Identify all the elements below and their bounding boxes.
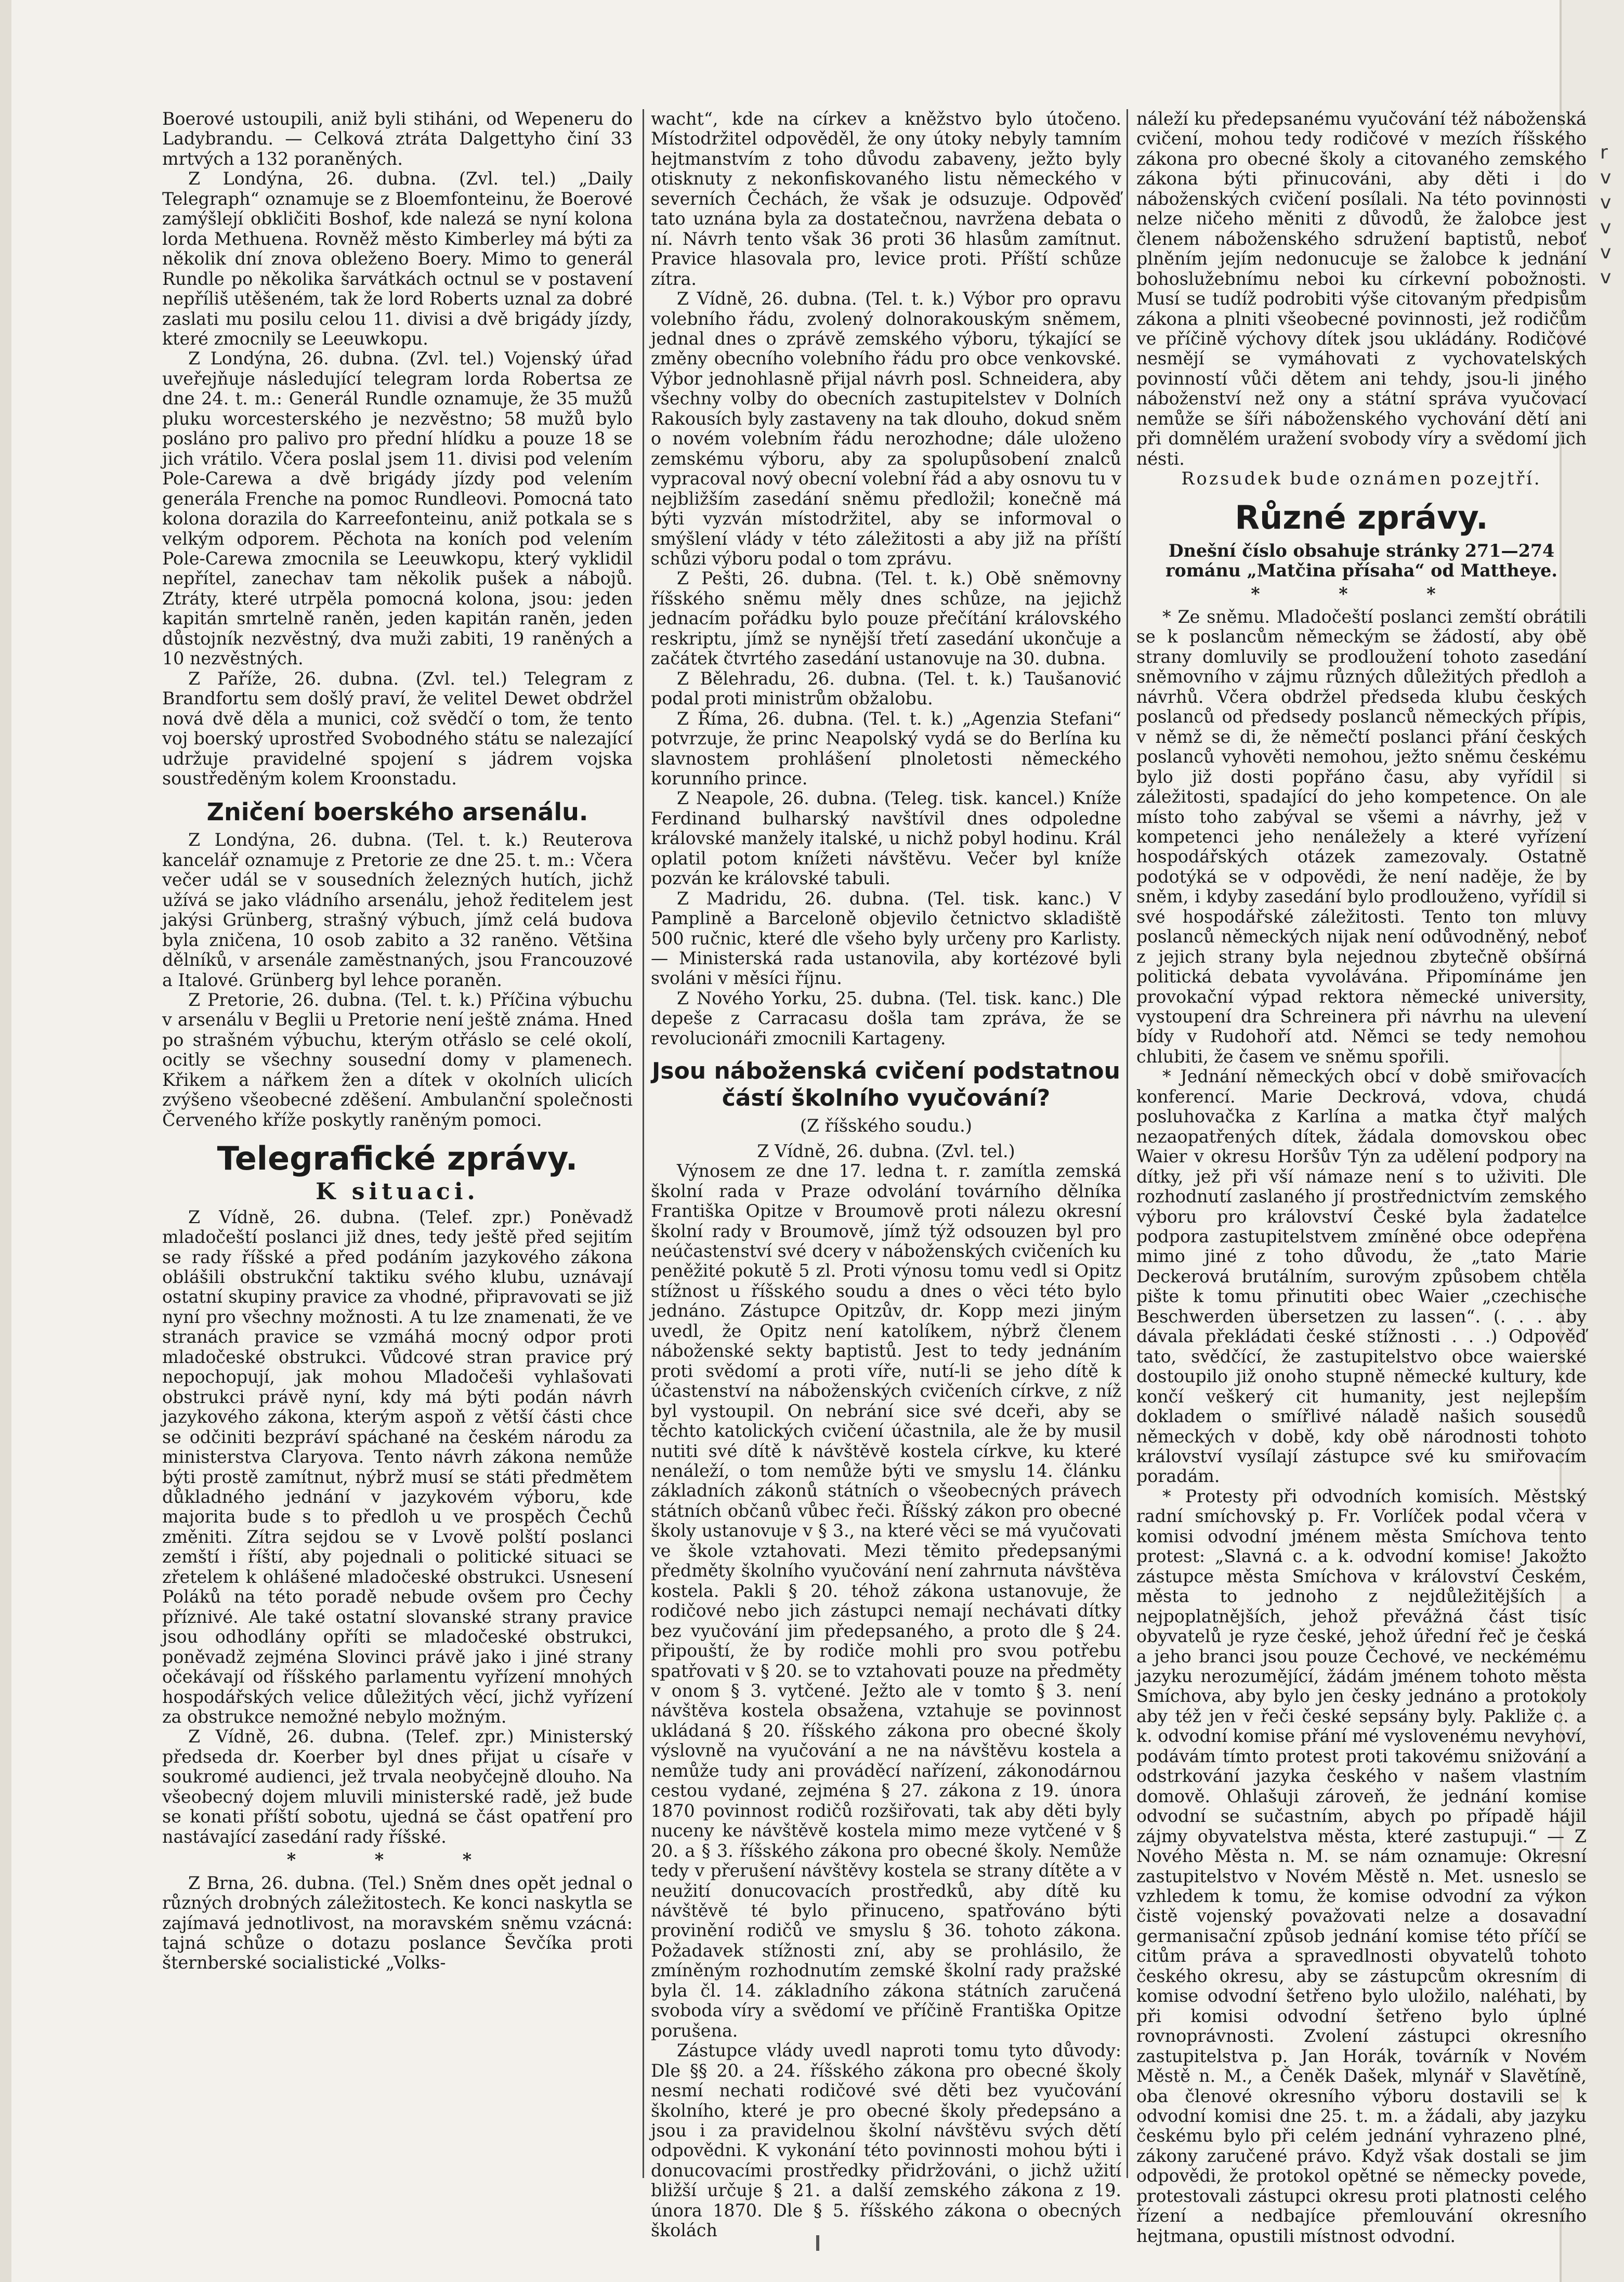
separator-stars: * * *: [286, 1850, 508, 1870]
paragraph: Z Vídně, 26. dubna. (Telef. zpr.) Poněvadž mladočeští poslanci již dnes, tedy ještě před sejitím se rady říšské a před podáním jazykového zákona oblášili obstrukční taktiku svého klubu, uznávají ostatní skupiny pravice za vhodné, připravovati se již nyní pro všechny možnosti. A tu lze znamenati, že ve stranách pravice se vzmáhá mocný odpor proti mladočeské obstrukci. Vůdcové stran pravice prý nepochopují, jak mohou Mladočeši vyhlašovati obstrukci právě nyní, kdy má býti podán návrh jazykového zákona, kterým aspoň z větší části chce se odčiniti bezpráví spáchané na českém národu za ministerstva Claryova. Tento návrh zákona nemůže býti prostě zamítnut, nýbrž musí se státi předmětem důkladného jednání v jazykovém výboru, kde majorita bude s to předloh u ve prospěch Čechů změniti. Zítra sejdou se v Lvově polští poslanci zemští i říští, aby pojednali o politické situaci se zřetelem k ohlášené mladočeské obstrukci. Usnesení Poláků na této poradě nebude ovšem pro Čechy příznivé. Ale také ostatní slovanské strany pravice jsou odhodlány opříti se mladočeské obstrukci, poněvadž zejména Slovinci právě jako i jiné strany očekávají od říšského parlamentu vyřízení mnohých hospodářských velice důležitých věcí, jichž vyřízení za obstrukce nemožné nebylo možným.: [162, 1206, 633, 1727]
print-mark: [816, 2235, 819, 2251]
column-rule: [1127, 109, 1128, 2178]
paragraph: Z Pretorie, 26. dubna. (Tel. t. k.) Příčina výbuchu v arsenálu v Beglii u Pretorie není ještě známa. Hned po strašném výbuchu, kterým otřáslo se celé okolí, ocitly se všechny sousední domy v plamenech. Křikem a nářkem žen a dítek v okolních ulicích zvýšeno všeobecné zděšení. Ambulanční společnosti Červeného kříže poskytly raněným pomoci.: [162, 990, 633, 1130]
paragraph: Z Londýna, 26. dubna. (Zvl. tel.) Vojenský úřad uveřejňuje následující telegram lorda Robertsa ze dne 24. t. m.: Generál Rundle oznamuje, že 35 mužů pluku worcesterského je nezvěstno; 58 mužů bylo posláno pro palivo pro přední hlídku a pouze 18 se jich vrátilo. Včera poslal jsem 11. divisi pod velením Pole-Carewa a dvě brigády jízdy pod velením generála Frenche na pomoc Rundleovi. Pomocná tato kolona dorazila do Karreefonteinu, aniž potkala se s velkým odporem. Pěchota na koních pod velením Pole-Carewa zmocnila se Leeuwkopu, který vyklidil nepřítel, zanechav tam několik pušek a nábojů. Ztráty, které utrpěla pomocná kolona, jsou: jeden kapitán smrtelně raněn, jeden kapitán raněn, jeden důstojník nezvěstný, dva muži zabiti, 19 raněných a 10 nezvěstných.: [162, 348, 633, 669]
section-subheading: K situaci.: [316, 1178, 479, 1205]
column-2: [651, 109, 1121, 2241]
paragraph: Z Londýna, 26. dubna. (Tel. t. k.) Reuterova kancelář oznamuje z Pretorie ze dne 25. t. m.: Včera večer udál se v sousedních železných hutích, jichž užívá se jako vládního arsenálu, jehož ředitelem jest jakýsi Grünberg, strašný výbuch, jímž celá budova byla zničena, 10 osob zabito a 32 raněno. Většina dělníků, v arsenále zaměstnaných, jsou Francouzové a Italové. Grünberg byl lehce poraněn.: [162, 830, 633, 990]
paragraph: Z Vídně, 26. dubna. (Tel. t. k.) Výbor pro opravu volebního řádu, zvolený dolnorakouským sněmem, jednal dnes o zprávě zemského výboru, týkající se změny obecního volebního řádu pro obce venkovské. Výbor jednohlasně přijal návrh posl. Schneidera, aby všechny volby do obecních zastupitelstev v Dolních Rakousích byly zastaveny na tak dlouho, dokud sněm o novém volebním řádu nerozhodne; dále uloženo zemskému výboru, aby za spolupůsobení znalců vypracoval nový obecní volební řád a aby osnovu tu v nejbližším zasedání sněmu předložil; konečně má býti vyzván místodržitel, aby se informoval o smýšlení vlády v této záležitosti a aby již na příští schůzi výboru podal o tom zprávu.: [651, 288, 1121, 569]
paragraph: Z Madridu, 26. dubna. (Tel. tisk. kanc.) V Pamplině a Barceloně objevilo četnictvo skladiště 500 ručnic, které dle všeho byly určeny pro Karlisty. — Ministerská rada ustanovila, aby kortézové byli svoláni v měsíci říjnu.: [651, 888, 1121, 989]
verdict-note: Rozsudek bude oznámen pozejtří.: [1181, 468, 1542, 489]
paragraph: Z Paříže, 26. dubna. (Zvl. tel.) Telegram z Brandfortu sem došlý praví, že velitel Dewet obdržel nová dvě děla a munici, což svědčí o tom, že tento voj boerský uprostřed Svobodného státu se nalezající udržuje pravidelné spojení s jádrem vojska soustředěným kolem Kroonstadu.: [162, 668, 633, 789]
paragraph: * Protesty při odvodních komisích. Městský radní smíchovský p. Fr. Vorlíček podal včera v komisi odvodní jménem města Smíchova tento protest: „Slavná c. a k. odvodní komise! Jakožto zástupce města Smíchova v království Českém, města to jednoho z nejdůležitějších a nejpoplatnějších, jehož převážná část tisíc obyvatelů je ryze české, jehož úřední řeč je česká a jeho branci jsou pouze Čechové, ve neckémému jazyku nerozumějící, žádám jménem tohoto města Smíchova, aby bylo jen česky jednáno a protokoly aby též jen v řeči české sepsány byly. Pakliže c. a k. odvodní komise přání mé vyslovenému nevyhoví, podávám tímto protest proti takovému snižování a odstrkování jazyka českého v našem vlastním domově. Ohlašuji zároveň, že jednání komise odvodní se sučastním, abych po případě hájil zájmy obyvatelstva města, které zastupuji.“ — Z Nového Města n. M. se nám oznamuje: Okresní zastupitelstvo v Novém Městě n. Met. usneslo se vzhledem k tomu, že komise odvodní za výkon čistě vojenský považovati nelze a dosavadní germanisační způsob jednání komise této příčí se citům práva a spravedlnosti obyvatelů tohoto českého okresu, aby se zástupcům okresním di komise odvodní šetřeno bylo uložilo, naléhati, by při komisi odvodní šetřeno bylo úplné rovnoprávnosti. Zvolení zástupci okresního zastupitelstva p. Jan Horák, továrník v Novém Městě n. M., a Čeněk Dašek, mlynář v Slavětíně, oba členové okresního výboru dostavili se k odvodní komisi dne 25. t. m. a žádali, aby jazyku českému bylo při celém jednání vyhrazeno plné, zákony zaručené právo. Když však dostali se jim odpovědi, že protokol opětné se německy povede, protestovali zástupci okresu proti platnosti celého řízení a nedbajíce přemlouvání okresního hejtmana, opustili místnost odvodní.: [1136, 1486, 1587, 2246]
paragraph: Zástupce vlády uvedl naproti tomu tyto důvody: Dle §§ 20. a 24. říšského zákona pro obecné školy nesmí nechati rodičové své děti bez vyučování školního, které je pro obecné školy předepsáno a jsou i za pravidelnou školní návštěvu svých dětí odpovědni. K vykonání této povinnosti mohou býti i donucovacími prostředky přidržováni, o jichž užití bližší určuje § 21. a další zemského zákona z 19. února 1870. Dle § 5. říšského zákona o obecných školách: [651, 2040, 1121, 2241]
section-heading: Telegrafické zprávy.: [217, 1139, 578, 1178]
dateline: Z Vídně, 26. dubna. (Zvl. tel.): [757, 1140, 1015, 1161]
section-heading: Různé zprávy.: [1235, 498, 1488, 536]
paragraph: Z Brna, 26. dubna. (Tel.) Sněm dnes opět jednal o různých drobných záležitostech. Ke konci naskytla se zajímavá jednotlivost, na moravském sněmu vzácná: tajná schůze o dotazu poslance Ševčíka proti šternberské socialistické „Volks-: [162, 1872, 633, 1973]
column-1: [162, 109, 633, 1973]
paragraph: Z Londýna, 26. dubna. (Zvl. tel.) „Daily Telegraph“ oznamuje se z Bloemfonteinu, že Boerové zamýšlejí obkličiti Boshof, kde nalezá se nyní kolona lorda Methuena. Rovněž město Kimberley má býti za několik dní znova obleženo Boery. Mimo to generál Rundle po několika šarvátkách octnul se v postavení nepříliš utěšeném, tak že lord Roberts uznal za dobré zaslati mu posilu celou 11. divisi a dvě brigády jízdy, které zmocnily se Leeuwkopu.: [162, 168, 633, 349]
column-3: [1136, 109, 1587, 2246]
paragraph: Z Neapole, 26. dubna. (Teleg. tisk. kancel.) Kníže Ferdinand bulharský navštívil dnes odpoledne královské manžely italské, u nichž pobyl hodinu. Král oplatil potom knížeti návštěvu. Večer byl kníže pozván ke královské tabuli.: [651, 788, 1121, 889]
separator-stars: * * *: [1251, 583, 1472, 604]
paragraph: Z Bělehradu, 26. dubna. (Tel. t. k.) Taušanović podal proti ministrům obžalobu.: [651, 668, 1121, 709]
paragraph: Boerové ustoupili, aniž byli stiháni, od Wepeneru do Ladybrandu. — Celková ztráta Dalgettyho činí 33 mrtvých a 132 poraněných.: [162, 109, 633, 169]
column-rule: [643, 109, 644, 2178]
paragraph: Z Nového Yorku, 25. dubna. (Tel. tisk. kanc.) Dle depeše z Carracasu došla tam zpráva, že se revolucionáři zmocnili Kartageny.: [651, 988, 1121, 1048]
section-heading: Jsou náboženská cvičení podstatnou částí školního vyučování?: [652, 1058, 1120, 1112]
paragraph: náleží ku předepsanému vyučování též náboženská cvičení, mohou tedy rodičové v mezích říšského zákona pro obecné školy a citovaného zemského zákona býti přinucováni, aby děti i do náboženských cvičení posílali. Na této povinnosti nelze ničeho měniti z důvodů, že žalobce jest členem náboženského sdružení baptistů, neboť plněním jejím nedonucuje se žalobce k jednání bohoslužebnímu neboi ku církevní pobožnosti. Musí se tudíž podrobiti výše citovaným předpisům zákona a plniti všeobecné povinnosti, jež rodičům ve příčině výchovy dítek jsou ukládány. Rodičové nesmějí se vymáhovati z vychovatelských povinností vůči dětem ani tehdy, jsou-li jiného náboženství než ony a státní správa vyučovací nemůže se šíři náboženského vychování dětí ani při domnělém uražení svobody víry a svědomí jich nésti.: [1136, 109, 1587, 469]
section-heading: Zničení boerského arsenálu.: [206, 798, 588, 827]
issue-note: Dnešní číslo obsahuje stránky 271—274 románu „Matčina přísaha“ od Mattheye.: [1165, 540, 1557, 581]
paragraph: * Ze sněmu. Mladočeští poslanci zemští obrátili se k poslancům německým se žádostí, aby obě strany domluvily se prodloužení tohoto zasedání sněmovního v zájmu různých důležitých předloh a návrhů. Včera obdržel předseda klubu českých poslanců od předsedy poslanců německých přípis, v němž se di, že němečtí poslanci přání českých poslanců vyhověti nemohou, ježto sněmu českému bylo již dosti popřáno času, aby vyřídil si záležitosti, spadající do jeho kompetence. On ale místo toho zabýval se všemi a návrhy, jež v kompetenci jeho nenáležely a které vyřízení hospodářských otázek zamezovaly. Ostatně podotýká se v odpovědi, že není naděje, že by sněm, i kdyby zasedání bylo prodlouženo, vyřídil si své hospodářské záležitosti. Tento ton mluvy poslanců německých nijak není odůvodněný, neboť z jejich strany byla nejednou zbytečně obšírná politická debata vyvolávána. Připomínáme jen provokační výpad rektora německé university, vystoupení dra Schreinera při návrhu na ulevení bídy v Rudohoří atd. Němci se tedy nemohou chlubiti, že časem ve sněmu spořili.: [1136, 606, 1587, 1067]
section-subheading: (Z říšského soudu.): [800, 1116, 973, 1137]
paragraph: Výnosem ze dne 17. ledna t. r. zamítla zemská školní rada v Praze odvolání továrního dělníka Františka Opitze v Broumově proti nálezu okresní školní rady v Broumově, jímž týž odsouzen byl pro neúčastenství své dcery v náboženských cvičeních ku peněžité pokutě 5 zl. Proti výnosu tomu vedl si Opitz stížnost u říšského soudu a dnes o věci této bylo jednáno. Zástupce Opitzův, dr. Kopp mezi jiným uvedl, že Opitz není katolíkem, nýbrž členem náboženské sekty baptistů. Jest to tedy jednáním proti svědomí a proti víře, nutí-li se jeho dítě k účastenství na náboženských cvičeních církve, z níž byl vystoupil. On nebrání sice své dceři, aby se těchto katolických cvičení účastnila, ale že by musil nutiti své dítě k návštěvě kostela církve, ku které nenáleží, o tom nemůže býti ve smyslu 14. článku základních zákonů státních o všeobecných právech státních občanů vůbec řeči. Říšský zákon pro obecné školy ustanovuje v § 3., na které věci se má vyučovati ve škole vztahovati. Mezi těmito předepsanými předměty školního vyučování není zahrnuta návštěva kostela. Pakli § 20. téhož zákona ustanovuje, že rodičové nebo jich zástupci nemají nechávati dítky bez vyučování jim předepsaného, a proto dle § 24. připouští, že by rodiče mohli pro svou potřebu spatřovati v § 20. se to vztahovati pouze na předměty v onom § 3. vytčené. Ježto ale v tomto § 3. není návštěva kostela obsažena, vztahuje se povinnost ukládaná § 20. říšského zákona pro obecné školy výslovně na vyučování a ne na návštěvu kostela a nemůže tudy ani prováděcí nařízení, zákonodárnou cestou vydané, zejména § 27. zákona z 19. února 1870 povinnost rodičů rozšiřovati, tak aby děti byly nuceny ke návštěvě kostela mimo meze vytčené v § 20. a § 3. říšského zákona pro obecné školy. Nemůže tedy v přerušení návštěvy kostela se strany dítěte a v neužití donucovacích prostředků, aby dítě ku návštěvě té bylo přinuceno, spatřováno býti provinění rodičů ve smyslu § 36. tohoto zákona. Požadavek stížnosti zní, aby se prohlásilo, že zmíněným rozhodnutím zemské školní rady pražské byla čl. 14. základního zákona státních zaručená svoboda víry a svědomí ve příčině Františka Opitze porušena.: [651, 1161, 1121, 2041]
adjacent-page-fragment: r v v v v v: [1600, 142, 1612, 288]
paragraph: * Jednání německých obcí v době smiřovacích konferencí. Marie Deckrová, vdova, chudá posluhovačka z Karlína a matka čtyř malých nezaopatřených dítek, žádala domovskou obec Waier v okresu Horšův Týn za udělení podpory na dítky, jež při vší námaze není s to uživiti. Dle rozhodnutí zaslaného jí prostřednictvím zemského výboru pro království České byla žadatelce podpora zastupitelstvem zmíněné obce odepřena mimo jiné z toho důvodu, že „tato Marie Deckerová brutálním, surovým způsobem chtěla pište k tomu přinutiti obec Waier „czechische Beschwerden übersetzen zu lassen“. (. . . aby dávala překládati české stížnosti . . .) Odpověď tato, svědčící, že zastupitelstvo obce waierské dostoupilo již onoho stupně německé kultury, kde končí veškerý cit humanity, jest nejlepším dokladem o smířlivé náladě našich sousedů německých v době, kdy obě národnosti tohoto království vysílají zástupce své ku smiřovacím poradám.: [1136, 1066, 1587, 1487]
paragraph: Z Vídně, 26. dubna. (Telef. zpr.) Ministerský předseda dr. Koerber byl dnes přijat u císaře v soukromé audienci, jež trvala neobyčejně dlouho. Na všeobecný dojem mluvili ministerské radě, jež bude se konati příští sobotu, ujedná se část opatření pro nastávající zasedání rady říšské.: [162, 1726, 633, 1847]
paragraph: Z Říma, 26. dubna. (Tel. t. k.) „Agenzia Stefani“ potvrzuje, že princ Neapolský vydá se do Berlína ku slavnostem prohlášení plnoletosti německého korunního prince.: [651, 708, 1121, 789]
paragraph: wacht“, kde na církev a kněžstvo bylo útočeno. Místodržitel odpověděl, že ony útoky nebyly tamním hejtmanstvím z toho důvodu zabaveny, ježto byly otisknuty z nekonfiskovaného listu německého v severních Čechách, že však je odsuzuje. Odpověď tato uznána byla za dostatečnou, navržena debata o ní. Návrh tento však 36 proti 36 hlasům zamítnut. Pravice hlasovala pro, levice proti. Příští schůze zítra.: [651, 109, 1121, 289]
page-left-edge: [0, 0, 11, 2282]
paragraph: Z Pešti, 26. dubna. (Tel. t. k.) Obě sněmovny říšského sněmu měly dnes schůze, na jejichž jednacím pořádku bylo pouze přečítání královského reskriptu, jímž se nynější třetí zasedání ukončuje a začátek čtvrtého zasedání ustanovuje na 30. dubna.: [651, 568, 1121, 669]
